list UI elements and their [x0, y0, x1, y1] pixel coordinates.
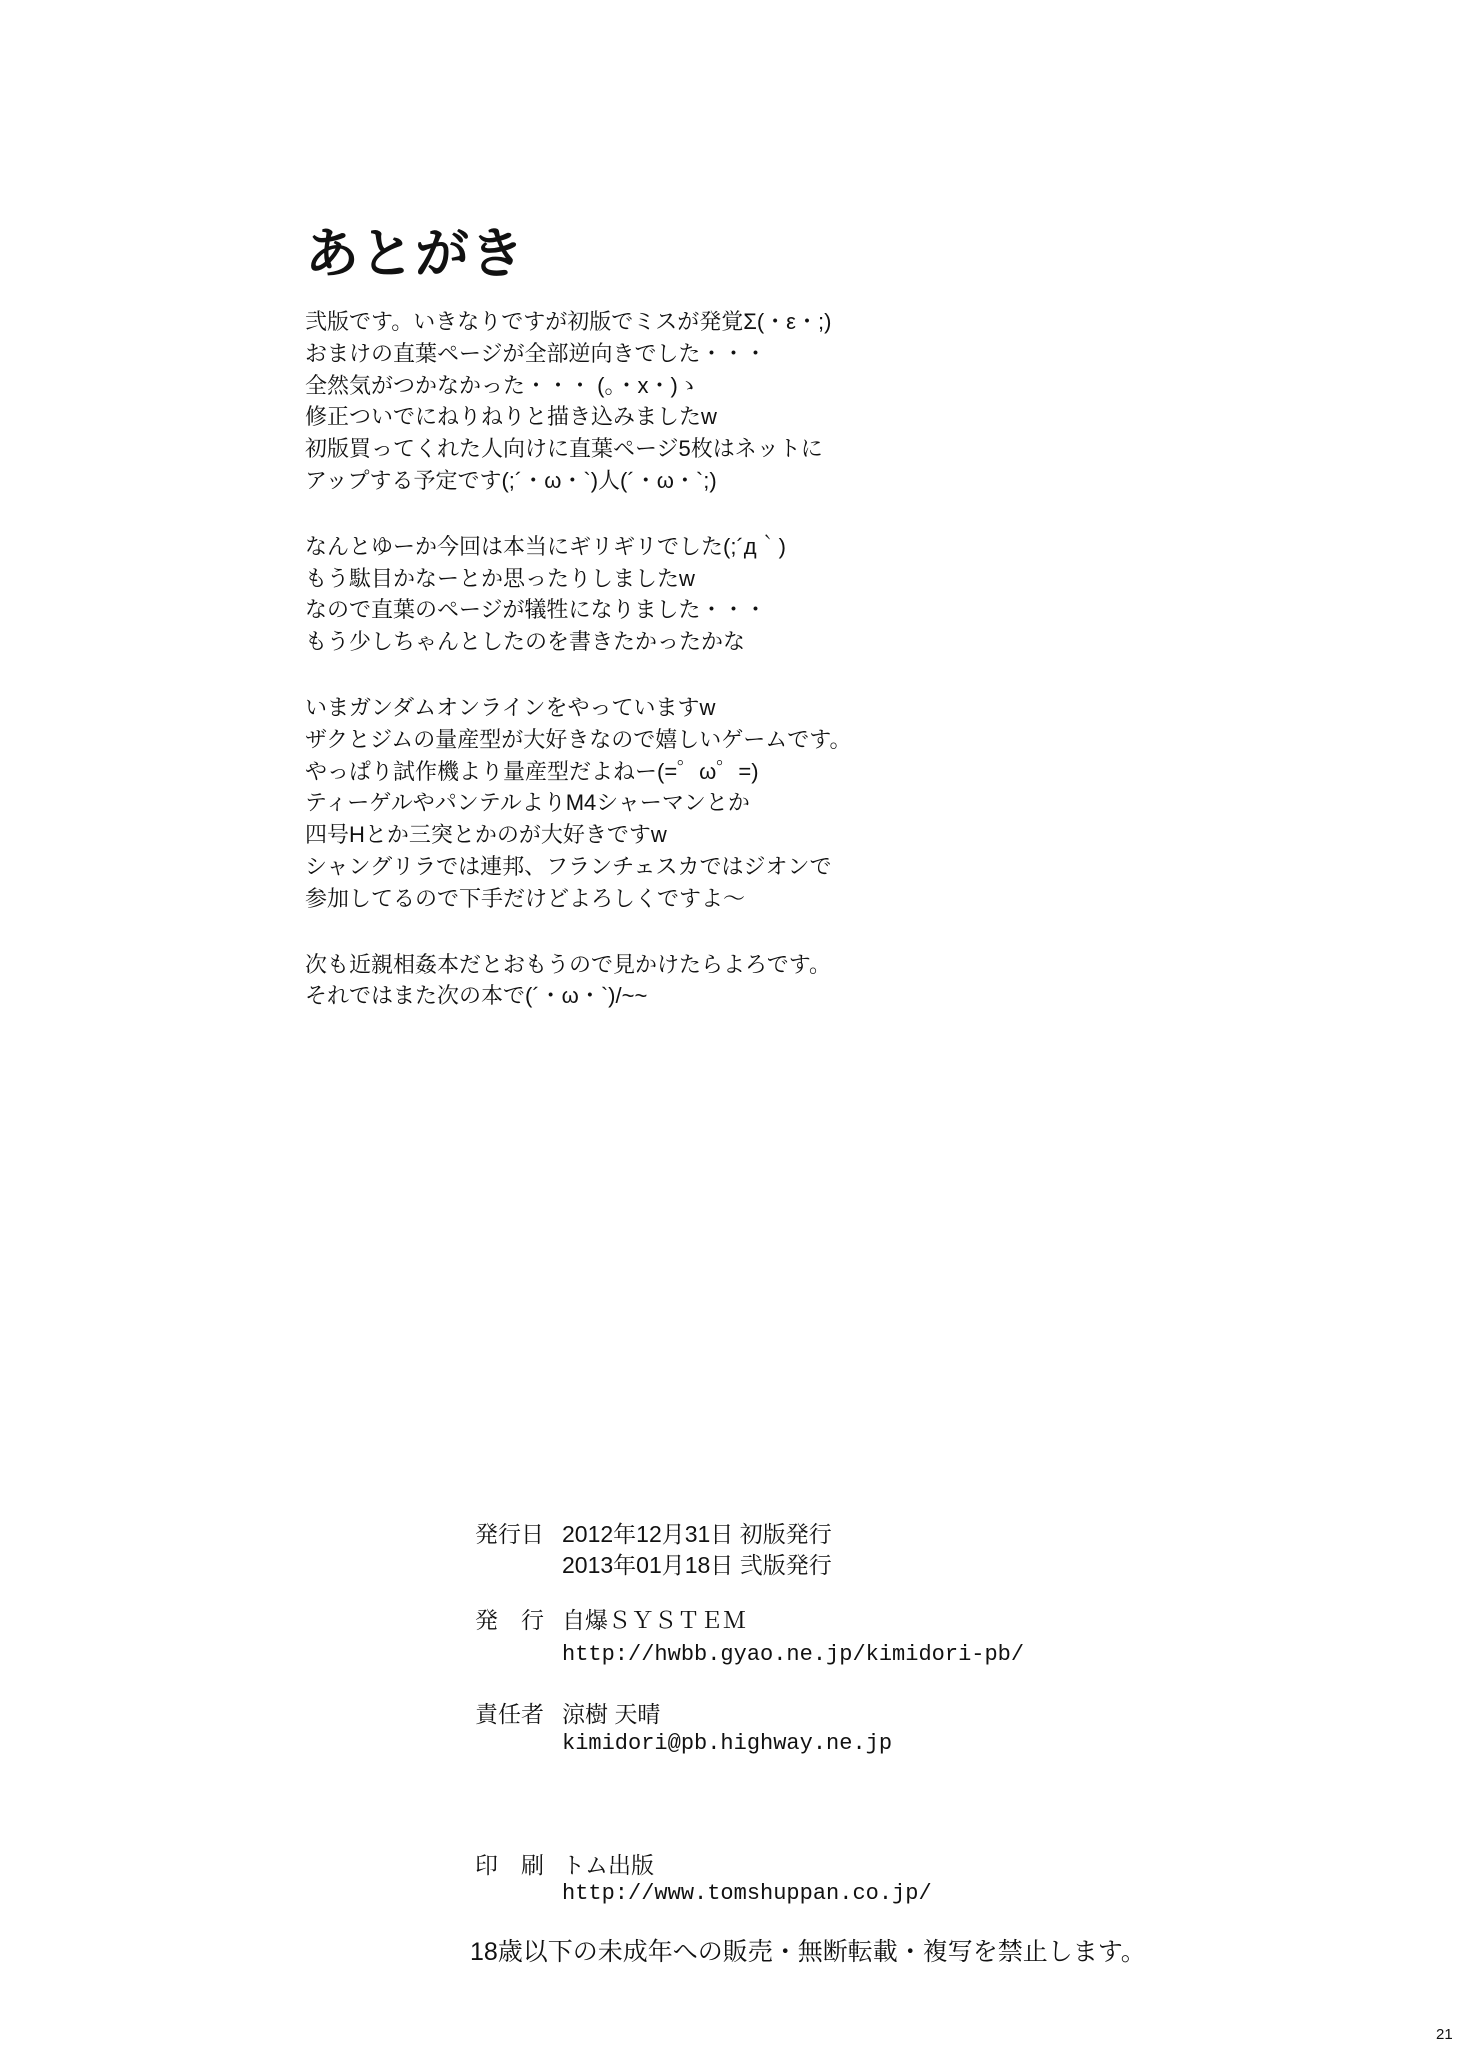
text-line: シャングリラでは連邦、フランチェスカではジオンで: [305, 853, 832, 879]
text-line: 初版買ってくれた人向けに直葉ページ5枚はネットに: [305, 436, 823, 462]
text-line: もう少しちゃんとしたのを書きたかったかな: [305, 629, 746, 655]
printer-label: 印 刷: [475, 1852, 544, 1878]
paragraph-gundam-online: [305, 692, 1205, 915]
publish-date-label: 発行日: [475, 1521, 544, 1547]
first-edition-date: 2012年12月31日 初版発行: [562, 1521, 832, 1547]
text-line: おまけの直葉ページが全部逆向きでした・・・: [305, 340, 767, 366]
text-line: ティーゲルやパンテルよりM4シャーマンとか: [305, 790, 750, 816]
second-edition-date: 2013年01月18日 弐版発行: [562, 1552, 832, 1578]
text-line: もう駄目かなーとか思ったりしましたw: [305, 565, 695, 591]
responsible-label: 責任者: [475, 1701, 544, 1727]
text-line: なんとゆーか今回は本当にギリギリでした(;´д｀): [305, 533, 786, 559]
text-line: 全然気がつかなかった・・・ (。・x・)ゝ: [305, 372, 700, 398]
paragraph-errata: [305, 306, 1205, 497]
age-restriction-notice: 18歳以下の未成年への販売・無断転載・複写を禁止します。: [470, 1938, 1146, 1966]
text-line: ザクとジムの量産型が大好きなので嬉しいゲームです。: [305, 726, 852, 752]
text-line: なので直葉のページが犠牲になりました・・・: [305, 597, 767, 623]
text-line: 四号Hとか三突とかのが大好きですw: [305, 822, 667, 848]
publisher-name: 自爆ＳＹＳＴＥＭ: [562, 1607, 746, 1633]
printer-name: トム出版: [562, 1852, 654, 1878]
text-line: やっぱり試作機より量産型だよねー(=゜ω゜=): [305, 758, 759, 784]
text-line: 次も近親相姦本だとおもうので見かけたらよろです。: [305, 951, 832, 977]
paragraph-deadline: [305, 531, 1205, 658]
text-line: アップする予定です(;´・ω・`)人(´・ω・`;): [305, 467, 717, 493]
page-title: あとがき: [305, 224, 525, 284]
afterword-body: [305, 306, 1205, 1046]
paragraph-closing: [305, 949, 1205, 1013]
publisher-label: 発 行: [475, 1607, 544, 1633]
text-line: 修正ついでにねりねりと描き込みましたw: [305, 404, 717, 430]
responsible-email: kimidori@pb.highway.ne.jp: [562, 1731, 893, 1756]
publisher-url: http://hwbb.gyao.ne.jp/kimidori-pb/: [562, 1642, 1025, 1667]
printer-url: http://www.tomshuppan.co.jp/: [562, 1881, 932, 1906]
text-line: それではまた次の本で(´・ω・`)/~~: [305, 983, 648, 1009]
page-number: 21: [1436, 2026, 1453, 2043]
responsible-name: 涼樹 天晴: [562, 1701, 661, 1727]
text-line: 弐版です。いきなりですが初版でミスが発覚Σ(・ε・;): [305, 309, 832, 334]
text-line: いまガンダムオンラインをやっていますw: [305, 694, 716, 720]
text-line: 参加してるので下手だけどよろしくですよ～: [305, 885, 746, 911]
